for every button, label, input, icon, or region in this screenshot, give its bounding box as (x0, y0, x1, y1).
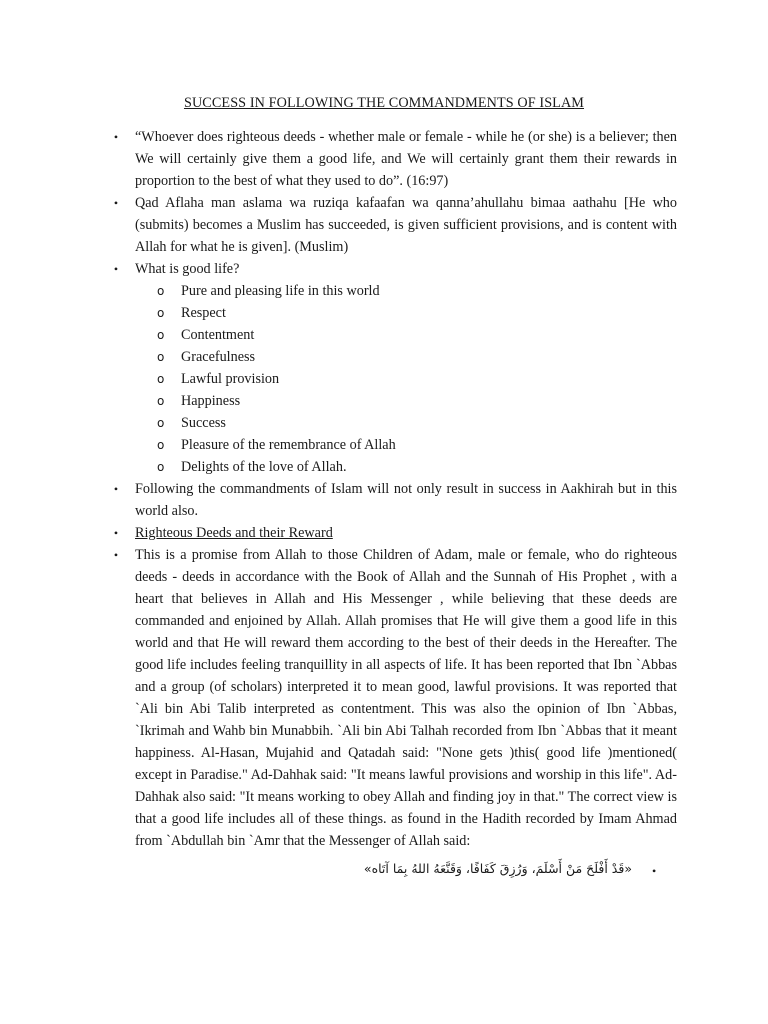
sub-item-text: Happiness (181, 393, 241, 409)
sub-list-item (0, 346, 768, 368)
sub-list-item (0, 434, 768, 456)
paragraph-text: This is a promise from Allah to those Children of Adam, male or female, who do righteous deeds - deeds in accordance with the Book of Allah and the Sunnah of His Prophet , with a heart that believes in Allah and His Messenger , while believing that these deeds are commanded and enjoined by Allah. Allah promises that He will give them a good life in this world and that He will reward them according to the best of their deeds in the Hereafter. The good life includes feeling tranquillity in all aspects of life. It has been reported that Ibn `Abbas and a group (of scholars) interpreted it to mean good, lawful provisions. It was reported that `Ali bin Abi Talib interpreted as contentment. This was also the opinion of Ibn `Abbas, `Ikrimah and Wahb bin Munabbih. `Ali bin Abi Talhah recorded from Ibn `Abbas that it meant happiness. Al-Hasan, Mujahid and Qatadah said: "None gets )this( good life )mentioned( except in Paradise." Ad-Dahhak said: "It means lawful provisions and worship in this life". Ad-Dahhak also said: "It means working to obey Allah and finding joy in that." The correct view is that a good life includes all of these things. as found in the Hadith recorded by Imam Ahmad from `Abdullah bin `Amr that the Messenger of Allah said: (135, 547, 677, 849)
sub-item-text: Pleasure of the remembrance of Allah (181, 437, 396, 453)
bullet-item-question (0, 258, 768, 280)
bullet-item-promise-explanation (0, 544, 768, 852)
sub-item-text: Contentment (181, 327, 255, 343)
section-heading: Righteous Deeds and their Reward (135, 525, 333, 541)
sub-list-item (0, 412, 768, 434)
sub-bullet-icon: o (157, 284, 165, 298)
sub-bullet-icon: o (157, 328, 165, 342)
bullet-icon: • (113, 262, 119, 276)
bullet-item-following-commandments (0, 478, 768, 522)
sub-list-item (0, 280, 768, 302)
bullet-item-hadith (0, 192, 768, 258)
sub-list-item (0, 390, 768, 412)
sub-item-text: Lawful provision (181, 371, 280, 387)
sub-bullet-icon: o (157, 460, 165, 474)
bullet-icon: • (113, 548, 119, 562)
sub-item-text: Pure and pleasing life in this world (181, 283, 380, 299)
bullet-item-quran-verse (0, 126, 768, 192)
sub-list-item (0, 456, 768, 478)
sub-item-text: Respect (181, 305, 226, 321)
paragraph-text: “Whoever does righteous deeds - whether male or female - while he (or she) is a believer; then We will certainly give them a good life, and We will certainly grant them their rewards in proportion to the best of what they used to do”. (16:97) (135, 129, 677, 189)
sub-item-text: Gracefulness (181, 349, 256, 365)
sub-bullet-icon: o (157, 416, 165, 430)
sub-bullet-icon: o (157, 438, 165, 452)
paragraph-text: What is good life? (135, 261, 240, 277)
bullet-icon: • (113, 482, 119, 496)
paragraph-text: Qad Aflaha man aslama wa ruziqa kafaafan wa qanna’ahullahu bimaa aathahu [He who (submits) becomes a Muslim has succeeded, is given sufficient provisions, and is content with Allah for what he is given]. (Muslim) (135, 195, 677, 255)
bullet-icon: • (113, 130, 119, 144)
bullet-item-arabic-hadith (0, 856, 768, 884)
sub-bullet-icon: o (157, 394, 165, 408)
bullet-item-section-heading (0, 522, 768, 544)
bullet-icon: • (113, 526, 119, 540)
sub-bullet-icon: o (157, 372, 165, 386)
sub-bullet-icon: o (157, 350, 165, 364)
document-title: SUCCESS IN FOLLOWING THE COMMANDMENTS OF ISLAM (183, 95, 585, 111)
bullet-icon: • (113, 196, 119, 210)
sub-list-item (0, 302, 768, 324)
sub-bullet-icon: o (157, 306, 165, 320)
sub-list-item (0, 368, 768, 390)
sub-list-item (0, 324, 768, 346)
main-bullet-list (0, 126, 768, 884)
sub-item-text: Delights of the love of Allah. (181, 459, 347, 475)
bullet-icon: • (652, 864, 657, 878)
good-life-sub-list (0, 280, 768, 478)
paragraph-text: Following the commandments of Islam will not only result in success in Aakhirah but in this world also. (135, 481, 677, 519)
arabic-hadith-text: «قَدْ أَفْلَحَ مَنْ أَسْلَمَ، وَرُزِقَ كَفَافًا، وَقَنَّعَهُ اللهُ بِمَا آتَاه» (363, 861, 632, 876)
sub-item-text: Success (181, 415, 226, 431)
